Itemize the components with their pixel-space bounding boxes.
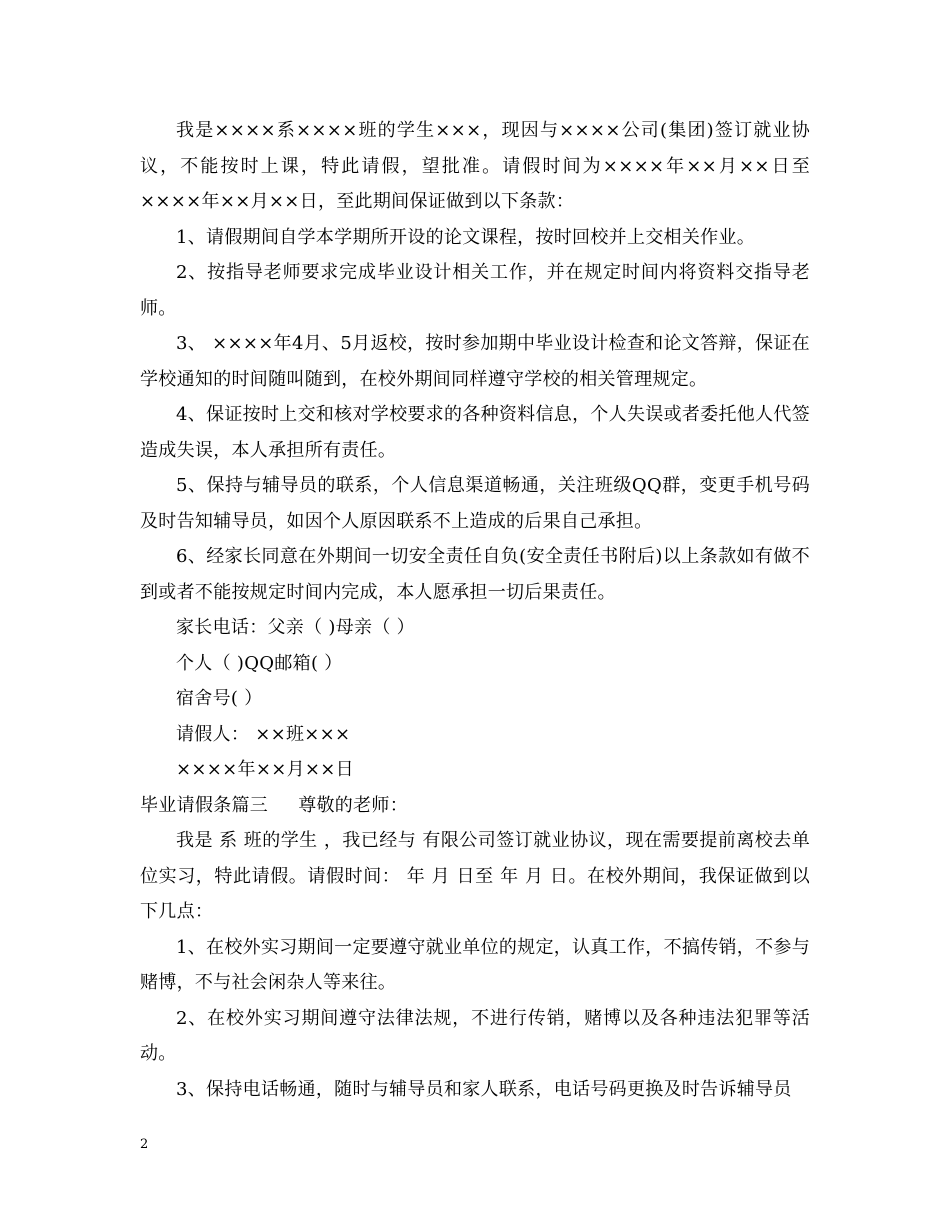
clause-2-paragraph: 2、按指导老师要求完成毕业设计相关工作，并在规定时间内将资料交指导老师。 xyxy=(140,262,810,319)
second-letter-clause-3: 3、保持电话畅通，随时与辅导员和家人联系，电话号码更换及时告诉辅导员 xyxy=(176,1078,792,1100)
second-letter-clause-1: 1、在校外实习期间一定要遵守就业单位的规定，认真工作，不搞传销，不参与赌博，不与社会闲杂人等来往。 xyxy=(140,936,810,993)
page-number: 2 xyxy=(140,1137,149,1152)
clause-4-paragraph: 4、保证按时上交和核对学校要求的各种资料信息，个人失误或者委托他人代签造成失误，本人承担所有责任。 xyxy=(140,404,810,461)
personal-contact-line: 个人（ )QQ邮箱( ） xyxy=(176,652,343,674)
intro-paragraph: 我是××××系××××班的学生×××，现因与××××公司(集团)签订就业协议，不能按时上课，特此请假，望批准。请假时间为××××年××月××日至××××年××月××日，至此期间保证做到以下条款： xyxy=(140,120,810,212)
signature-date-line: ××××年××月××日 xyxy=(176,759,354,780)
second-letter-intro-paragraph: 我是 系 班的学生 ，我已经与 有限公司签订就业协议，现在需要提前离校去单位实习，特此请假。请假时间： 年 月 日至 年 月 日。在校外期间，我保证做到以下几点： xyxy=(140,830,810,922)
second-letter-clause-2: 2、在校外实习期间遵守法律法规，不进行传销，赌博以及各种违法犯罪等活动。 xyxy=(140,1007,810,1064)
document-body xyxy=(140,113,810,1107)
clause-6-paragraph: 6、经家长同意在外期间一切安全责任自负(安全责任书附后)以上条款如有做不到或者不能按规定时间内完成，本人愿承担一切后果责任。 xyxy=(140,546,810,603)
clause-3-paragraph: 3、 ××××年4月、5月返校，按时参加期中毕业设计检查和论文答辩，保证在学校通知的时间随叫随到，在校外期间同样遵守学校的相关管理规定。 xyxy=(140,333,810,390)
parent-phone-line: 家长电话：父亲（ )母亲（ ） xyxy=(176,617,415,638)
applicant-signature-line: 请假人： ××班××× xyxy=(176,723,351,745)
clause-1-paragraph: 1、请假期间自学本学期所开设的论文课程，按时回校并上交相关作业。 xyxy=(176,226,756,248)
section-heading-and-salutation: 毕业请假条篇三 尊敬的老师： xyxy=(140,794,409,816)
dorm-number-line: 宿舍号( ） xyxy=(176,688,263,709)
clause-5-paragraph: 5、保持与辅导员的联系，个人信息渠道畅通，关注班级QQ群，变更手机号码及时告知辅导员，如因个人原因联系不上造成的后果自己承担。 xyxy=(140,475,810,532)
